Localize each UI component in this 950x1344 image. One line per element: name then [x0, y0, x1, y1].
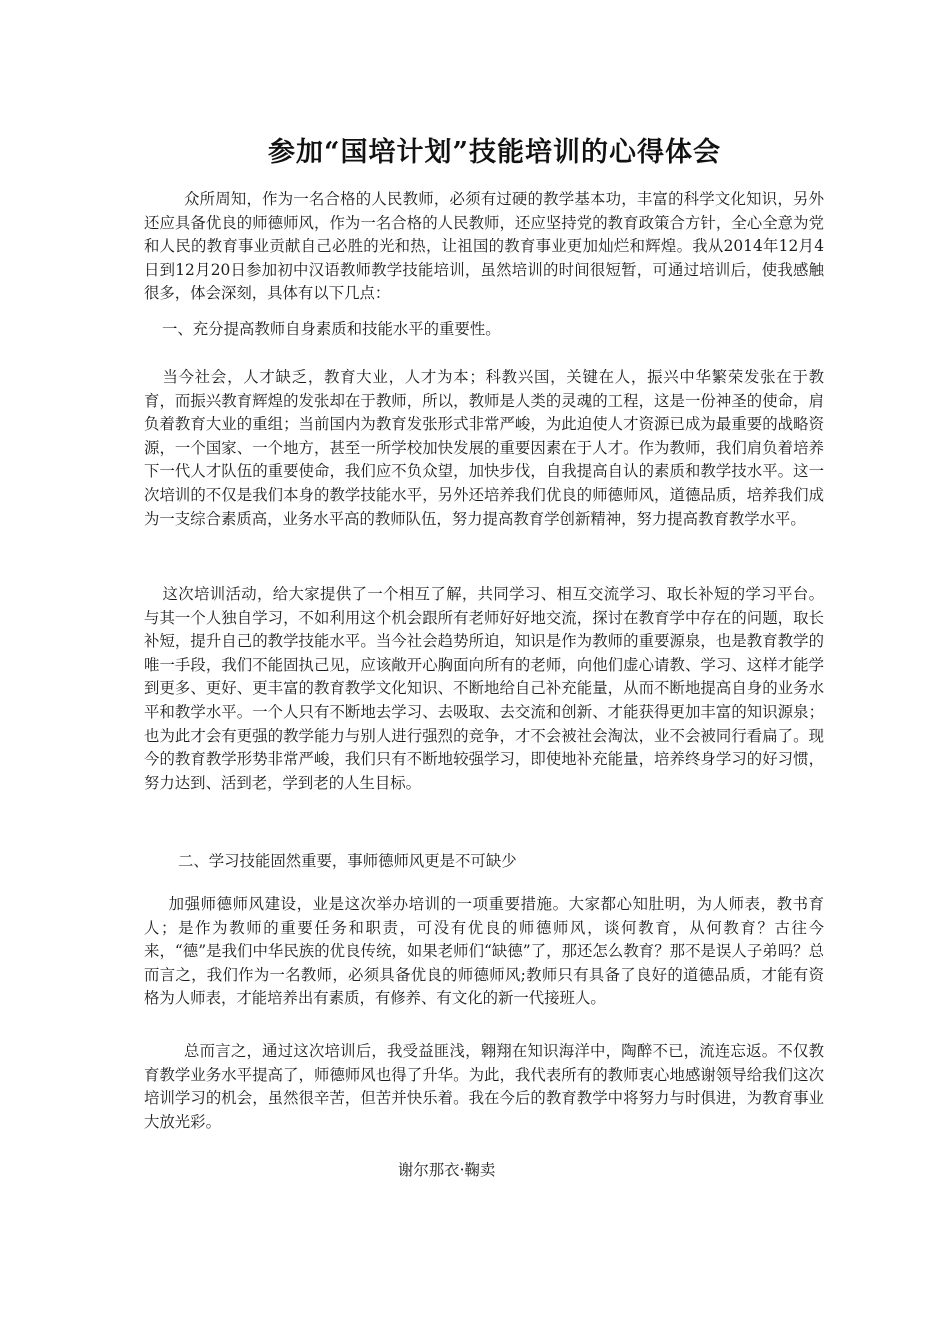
- section2-heading: 二、学习技能固然重要，事师德师风更是不可缺少: [178, 852, 517, 870]
- conclusion-paragraph: 总而言之，通过这次培训后，我受益匪浅，翱翔在知识海洋中，陶醉不已，流连忘返。不仅教育教学业务水平提高了，师德师风也得了升华。为此，我代表所有的教师衷心地感谢领导给我们这次培训学习的机会，虽然很辛苦，但苦并快乐着。我在今后的教育教学中将努力与时俱进，为教育事业大放光彩。: [144, 1042, 824, 1131]
- intro-paragraph: 众所周知，作为一名合格的人民教师，必须有过硬的教学基本功，丰富的科学文化知识，另外还应具备优良的师德师风，作为一名合格的人民教师，还应坚持党的教育政策合方针，全心全意为党和人民的教育事业贡献自己必胜的光和热，让祖国的教育事业更加灿烂和辉煌。我从2014年12月4日到12月20日参加初中汉语教师教学技能培训，虽然培训的时间很短暂，可通过培训后，使我感触很多，体会深刻，具体有以下几点：: [144, 190, 824, 303]
- author-signature: 谢尔那衣·鞠卖: [398, 1161, 496, 1179]
- section1-paragraph-1: 当今社会，人才缺乏，教育大业，人才为本；科教兴国，关键在人，振兴中华繁荣发张在于教育，而振兴教育辉煌的发张却在于教师，所以，教师是人类的灵魂的工程，这是一份神圣的使命，肩负着教育大业的重组；当前国内为教育发张形式非常严峻，为此迫使人才资源已成为最重要的战略资源，一个国家、一个地方，甚至一所学校加快发展的重要因素在于人才。作为教师，我们肩负着培养下一代人才队伍的重要使命，我们应不负众望，加快步伐，自我提高自认的素质和教学技水平。这一次培训的不仅是我们本身的教学技能水平，另外还培养我们优良的师德师风，道德品质，培养我们成为一支综合素质高，业务水平高的教师队伍，努力提高教育学创新精神，努力提高教育教学水平。: [144, 368, 824, 528]
- section1-paragraph-2: 这次培训活动，给大家提供了一个相互了解，共同学习、相互交流学习、取长补短的学习平台。与其一个人独自学习，不如利用这个机会跟所有老师好好地交流，探讨在教育学中存在的问题，取长补短，提升自己的教学技能水平。当今社会趋势所迫，知识是作为教师的重要源泉，也是教育教学的唯一手段，我们不能固执己见，应该敞开心胸面向所有的老师，向他们虚心请教、学习、这样才能学到更多、更好、更丰富的教育教学文化知识、不断地给自己补充能量，从而不断地提高自身的业务水平和教学水平。一个人只有不断地去学习、去吸取、去交流和创新、才能获得更加丰富的知识源泉；也为此才会有更强的教学能力与别人进行强烈的竞争，才不会被社会淘汰，业不会被同行看扁了。现今的教育教学形势非常严峻，我们只有不断地较强学习，即使地补充能量，培养终身学习的好习惯，努力达到、活到老，学到老的人生目标。: [144, 585, 824, 792]
- section1-heading: 一、充分提高教师自身素质和技能水平的重要性。: [162, 320, 501, 338]
- document-title: 参加“国培计划”技能培训的心得体会: [268, 137, 722, 168]
- section2-paragraph-1: 加强师德师风建设，业是这次举办培训的一项重要措施。大家都心知肚明，为人师表，教书育人；是作为教师的重要任务和职责，可没有优良的师德师风，谈何教育，从何教育？古往今来，“德”是我们中华民族的优良传统，如果老师们“缺德”了，那还怎么教育？那不是误人子弟吗？总而言之，我们作为一名教师，必须具备优良的师德师风;教师只有具备了良好的道德品质，才能有资格为人师表，才能培养出有素质，有修养、有文化的新一代接班人。: [144, 895, 824, 1008]
